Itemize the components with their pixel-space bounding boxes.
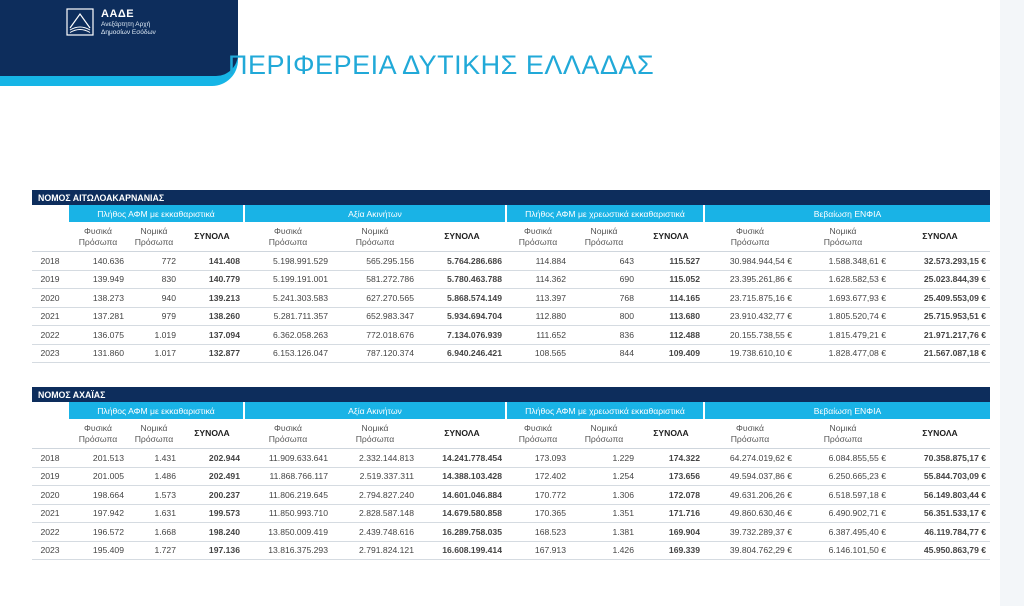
table-row (32, 344, 990, 363)
value-cell: 23.910.432,77 € (704, 307, 796, 326)
value-cell: 25.023.844,39 € (890, 270, 990, 289)
value-cell: 643 (570, 252, 638, 271)
value-cell: 23.395.261,86 € (704, 270, 796, 289)
value-cell: 5.198.991.529 (244, 252, 332, 271)
value-cell: 171.716 (638, 504, 704, 523)
table-row (32, 486, 990, 505)
value-cell: 11.909.633.641 (244, 449, 332, 468)
value-cell: 6.362.058.263 (244, 326, 332, 345)
value-cell: 1.254 (570, 467, 638, 486)
table-section (32, 190, 990, 363)
year-cell: 2020 (32, 289, 68, 308)
value-cell: 844 (570, 344, 638, 363)
value-cell: 5.241.303.583 (244, 289, 332, 308)
year-cell: 2018 (32, 252, 68, 271)
value-cell: 112.880 (506, 307, 570, 326)
year-cell: 2018 (32, 449, 68, 468)
value-cell: 11.850.993.710 (244, 504, 332, 523)
value-cell: 109.409 (638, 344, 704, 363)
physical-persons-header: Φυσικά Πρόσωπα (506, 222, 570, 252)
value-cell: 16.289.758.035 (418, 523, 506, 542)
value-cell: 5.868.574.149 (418, 289, 506, 308)
value-cell: 1.727 (128, 541, 180, 560)
legal-persons-header: Νομικά Πρόσωπα (796, 419, 890, 449)
total-header: ΣΥΝΟΛΑ (180, 222, 244, 252)
value-cell: 940 (128, 289, 180, 308)
value-cell: 565.295.156 (332, 252, 418, 271)
value-cell: 20.155.738,55 € (704, 326, 796, 345)
aade-logo-icon (66, 8, 94, 36)
brand-subtitle-line1: Ανεξάρτητη Αρχή (101, 21, 151, 28)
value-cell: 198.664 (68, 486, 128, 505)
table-row (32, 467, 990, 486)
value-cell: 113.397 (506, 289, 570, 308)
total-header: ΣΥΝΟΛΑ (638, 222, 704, 252)
value-cell: 690 (570, 270, 638, 289)
table-row (32, 326, 990, 345)
value-cell: 1.668 (128, 523, 180, 542)
physical-persons-header: Φυσικά Πρόσωπα (68, 419, 128, 449)
value-cell: 16.608.199.414 (418, 541, 506, 560)
year-cell: 2022 (32, 326, 68, 345)
value-cell: 39.732.289,37 € (704, 523, 796, 542)
value-cell: 25.715.953,51 € (890, 307, 990, 326)
value-cell: 174.322 (638, 449, 704, 468)
value-cell: 21.971.217,76 € (890, 326, 990, 345)
value-cell: 800 (570, 307, 638, 326)
group-header: Πλήθος ΑΦΜ με χρεωστικά εκκαθαριστικά (506, 402, 704, 419)
value-cell: 138.260 (180, 307, 244, 326)
value-cell: 49.631.206,26 € (704, 486, 796, 505)
year-cell: 2023 (32, 541, 68, 560)
legal-persons-header: Νομικά Πρόσωπα (570, 222, 638, 252)
legal-persons-header: Νομικά Πρόσωπα (332, 222, 418, 252)
value-cell: 172.078 (638, 486, 704, 505)
value-cell: 5.764.286.686 (418, 252, 506, 271)
value-cell: 1.815.479,21 € (796, 326, 890, 345)
year-cell: 2022 (32, 523, 68, 542)
value-cell: 115.052 (638, 270, 704, 289)
value-cell: 1.588.348,61 € (796, 252, 890, 271)
table-section (32, 387, 990, 560)
value-cell: 6.387.495,40 € (796, 523, 890, 542)
table-row (32, 252, 990, 271)
page-title: ΠΕΡΙΦΕΡΕΙΑ ΔΥΤΙΚΗΣ ΕΛΛΑΔΑΣ (228, 50, 655, 80)
legal-persons-header: Νομικά Πρόσωπα (128, 419, 180, 449)
value-cell: 202.491 (180, 467, 244, 486)
value-cell: 49.594.037,86 € (704, 467, 796, 486)
value-cell: 1.486 (128, 467, 180, 486)
value-cell: 131.860 (68, 344, 128, 363)
value-cell: 1.306 (570, 486, 638, 505)
value-cell: 167.913 (506, 541, 570, 560)
physical-persons-header: Φυσικά Πρόσωπα (244, 419, 332, 449)
value-cell: 55.844.703,09 € (890, 467, 990, 486)
value-cell: 2.439.748.616 (332, 523, 418, 542)
value-cell: 197.136 (180, 541, 244, 560)
value-cell: 1.351 (570, 504, 638, 523)
group-header: Αξία Ακινήτων (244, 205, 506, 222)
value-cell: 195.409 (68, 541, 128, 560)
value-cell: 2.519.337.311 (332, 467, 418, 486)
value-cell: 836 (570, 326, 638, 345)
value-cell: 7.134.076.939 (418, 326, 506, 345)
value-cell: 6.490.902,71 € (796, 504, 890, 523)
value-cell: 114.884 (506, 252, 570, 271)
value-cell: 198.240 (180, 523, 244, 542)
value-cell: 136.075 (68, 326, 128, 345)
value-cell: 64.274.019,62 € (704, 449, 796, 468)
value-cell: 168.523 (506, 523, 570, 542)
table-row (32, 289, 990, 308)
physical-persons-header: Φυσικά Πρόσωπα (506, 419, 570, 449)
total-header: ΣΥΝΟΛΑ (180, 419, 244, 449)
value-cell: 111.652 (506, 326, 570, 345)
value-cell: 1.693.677,93 € (796, 289, 890, 308)
value-cell: 19.738.610,10 € (704, 344, 796, 363)
value-cell: 1.017 (128, 344, 180, 363)
value-cell: 1.229 (570, 449, 638, 468)
value-cell: 14.679.580.858 (418, 504, 506, 523)
group-header-blank (32, 205, 68, 222)
value-cell: 6.940.246.421 (418, 344, 506, 363)
value-cell: 113.680 (638, 307, 704, 326)
table-row (32, 270, 990, 289)
value-cell: 14.388.103.428 (418, 467, 506, 486)
value-cell: 56.149.803,44 € (890, 486, 990, 505)
value-cell: 170.365 (506, 504, 570, 523)
value-cell: 32.573.293,15 € (890, 252, 990, 271)
value-cell: 2.332.144.813 (332, 449, 418, 468)
table-row (32, 307, 990, 326)
value-cell: 112.488 (638, 326, 704, 345)
value-cell: 49.860.630,46 € (704, 504, 796, 523)
value-cell: 14.241.778.454 (418, 449, 506, 468)
value-cell: 169.904 (638, 523, 704, 542)
table-row (32, 449, 990, 468)
value-cell: 201.005 (68, 467, 128, 486)
value-cell: 197.942 (68, 504, 128, 523)
value-cell: 2.828.587.148 (332, 504, 418, 523)
value-cell: 1.628.582,53 € (796, 270, 890, 289)
value-cell: 5.281.711.357 (244, 307, 332, 326)
header-accent (0, 0, 238, 86)
total-header: ΣΥΝΟΛΑ (890, 419, 990, 449)
value-cell: 6.153.126.047 (244, 344, 332, 363)
value-cell: 141.408 (180, 252, 244, 271)
value-cell: 115.527 (638, 252, 704, 271)
value-cell: 132.877 (180, 344, 244, 363)
value-cell: 1.573 (128, 486, 180, 505)
district-name: ΝΟΜΟΣ ΑΙΤΩΛΟΑΚΑΡΝΑΝΙΑΣ (32, 190, 990, 205)
value-cell: 627.270.565 (332, 289, 418, 308)
brand-subtitle-line2: Δημοσίων Εσόδων (101, 29, 156, 36)
total-header: ΣΥΝΟΛΑ (638, 419, 704, 449)
value-cell: 30.984.944,54 € (704, 252, 796, 271)
value-cell: 45.950.863,79 € (890, 541, 990, 560)
group-header: Πλήθος ΑΦΜ με εκκαθαριστικά (68, 402, 244, 419)
legal-persons-header: Νομικά Πρόσωπα (128, 222, 180, 252)
value-cell: 173.656 (638, 467, 704, 486)
year-cell: 2023 (32, 344, 68, 363)
value-cell: 6.518.597,18 € (796, 486, 890, 505)
value-cell: 1.631 (128, 504, 180, 523)
value-cell: 1.426 (570, 541, 638, 560)
value-cell: 137.281 (68, 307, 128, 326)
value-cell: 6.146.101,50 € (796, 541, 890, 560)
value-cell: 13.850.009.419 (244, 523, 332, 542)
brand-subtitle (101, 21, 191, 37)
physical-persons-header: Φυσικά Πρόσωπα (704, 419, 796, 449)
year-cell: 2021 (32, 504, 68, 523)
value-cell: 138.273 (68, 289, 128, 308)
value-cell: 173.093 (506, 449, 570, 468)
year-cell: 2019 (32, 270, 68, 289)
value-cell: 11.868.766.117 (244, 467, 332, 486)
value-cell: 114.362 (506, 270, 570, 289)
value-cell: 46.119.784,77 € (890, 523, 990, 542)
value-cell: 2.794.827.240 (332, 486, 418, 505)
value-cell: 14.601.046.884 (418, 486, 506, 505)
value-cell: 581.272.786 (332, 270, 418, 289)
value-cell: 6.250.665,23 € (796, 467, 890, 486)
value-cell: 768 (570, 289, 638, 308)
value-cell: 140.779 (180, 270, 244, 289)
year-header (32, 419, 68, 449)
legal-persons-header: Νομικά Πρόσωπα (332, 419, 418, 449)
value-cell: 5.780.463.788 (418, 270, 506, 289)
scroll-gutter (1000, 0, 1024, 606)
value-cell: 108.565 (506, 344, 570, 363)
table-row (32, 541, 990, 560)
physical-persons-header: Φυσικά Πρόσωπα (244, 222, 332, 252)
value-cell: 6.084.855,55 € (796, 449, 890, 468)
value-cell: 1.431 (128, 449, 180, 468)
value-cell: 139.949 (68, 270, 128, 289)
value-cell: 652.983.347 (332, 307, 418, 326)
value-cell: 169.339 (638, 541, 704, 560)
value-cell: 979 (128, 307, 180, 326)
total-header: ΣΥΝΟΛΑ (418, 419, 506, 449)
value-cell: 114.165 (638, 289, 704, 308)
value-cell: 139.213 (180, 289, 244, 308)
value-cell: 5.934.694.704 (418, 307, 506, 326)
value-cell: 137.094 (180, 326, 244, 345)
value-cell: 170.772 (506, 486, 570, 505)
table-row (32, 504, 990, 523)
value-cell: 202.944 (180, 449, 244, 468)
total-header: ΣΥΝΟΛΑ (418, 222, 506, 252)
group-header: Βεβαίωση ΕΝΦΙΑ (704, 402, 990, 419)
value-cell: 56.351.533,17 € (890, 504, 990, 523)
group-header: Βεβαίωση ΕΝΦΙΑ (704, 205, 990, 222)
value-cell: 1.828.477,08 € (796, 344, 890, 363)
district-name: ΝΟΜΟΣ ΑΧΑΪΑΣ (32, 387, 990, 402)
value-cell: 1.805.520,74 € (796, 307, 890, 326)
group-header-blank (32, 402, 68, 419)
value-cell: 196.572 (68, 523, 128, 542)
year-header (32, 222, 68, 252)
value-cell: 1.019 (128, 326, 180, 345)
value-cell: 23.715.875,16 € (704, 289, 796, 308)
value-cell: 140.636 (68, 252, 128, 271)
group-header: Αξία Ακινήτων (244, 402, 506, 419)
value-cell: 172.402 (506, 467, 570, 486)
value-cell: 21.567.087,18 € (890, 344, 990, 363)
year-cell: 2021 (32, 307, 68, 326)
value-cell: 1.381 (570, 523, 638, 542)
value-cell: 830 (128, 270, 180, 289)
value-cell: 5.199.191.001 (244, 270, 332, 289)
year-cell: 2019 (32, 467, 68, 486)
brand-name: ΑΑΔΕ (101, 8, 135, 20)
total-header: ΣΥΝΟΛΑ (890, 222, 990, 252)
value-cell: 39.804.762,29 € (704, 541, 796, 560)
physical-persons-header: Φυσικά Πρόσωπα (68, 222, 128, 252)
value-cell: 70.358.875,17 € (890, 449, 990, 468)
year-cell: 2020 (32, 486, 68, 505)
value-cell: 201.513 (68, 449, 128, 468)
value-cell: 11.806.219.645 (244, 486, 332, 505)
value-cell: 772 (128, 252, 180, 271)
legal-persons-header: Νομικά Πρόσωπα (796, 222, 890, 252)
value-cell: 25.409.553,09 € (890, 289, 990, 308)
group-header: Πλήθος ΑΦΜ με χρεωστικά εκκαθαριστικά (506, 205, 704, 222)
value-cell: 787.120.374 (332, 344, 418, 363)
legal-persons-header: Νομικά Πρόσωπα (570, 419, 638, 449)
group-header: Πλήθος ΑΦΜ με εκκαθαριστικά (68, 205, 244, 222)
value-cell: 772.018.676 (332, 326, 418, 345)
data-table (32, 387, 990, 560)
table-row (32, 523, 990, 542)
header-logo-panel (0, 0, 238, 76)
value-cell: 13.816.375.293 (244, 541, 332, 560)
value-cell: 199.573 (180, 504, 244, 523)
value-cell: 2.791.824.121 (332, 541, 418, 560)
data-table (32, 190, 990, 363)
value-cell: 200.237 (180, 486, 244, 505)
physical-persons-header: Φυσικά Πρόσωπα (704, 222, 796, 252)
